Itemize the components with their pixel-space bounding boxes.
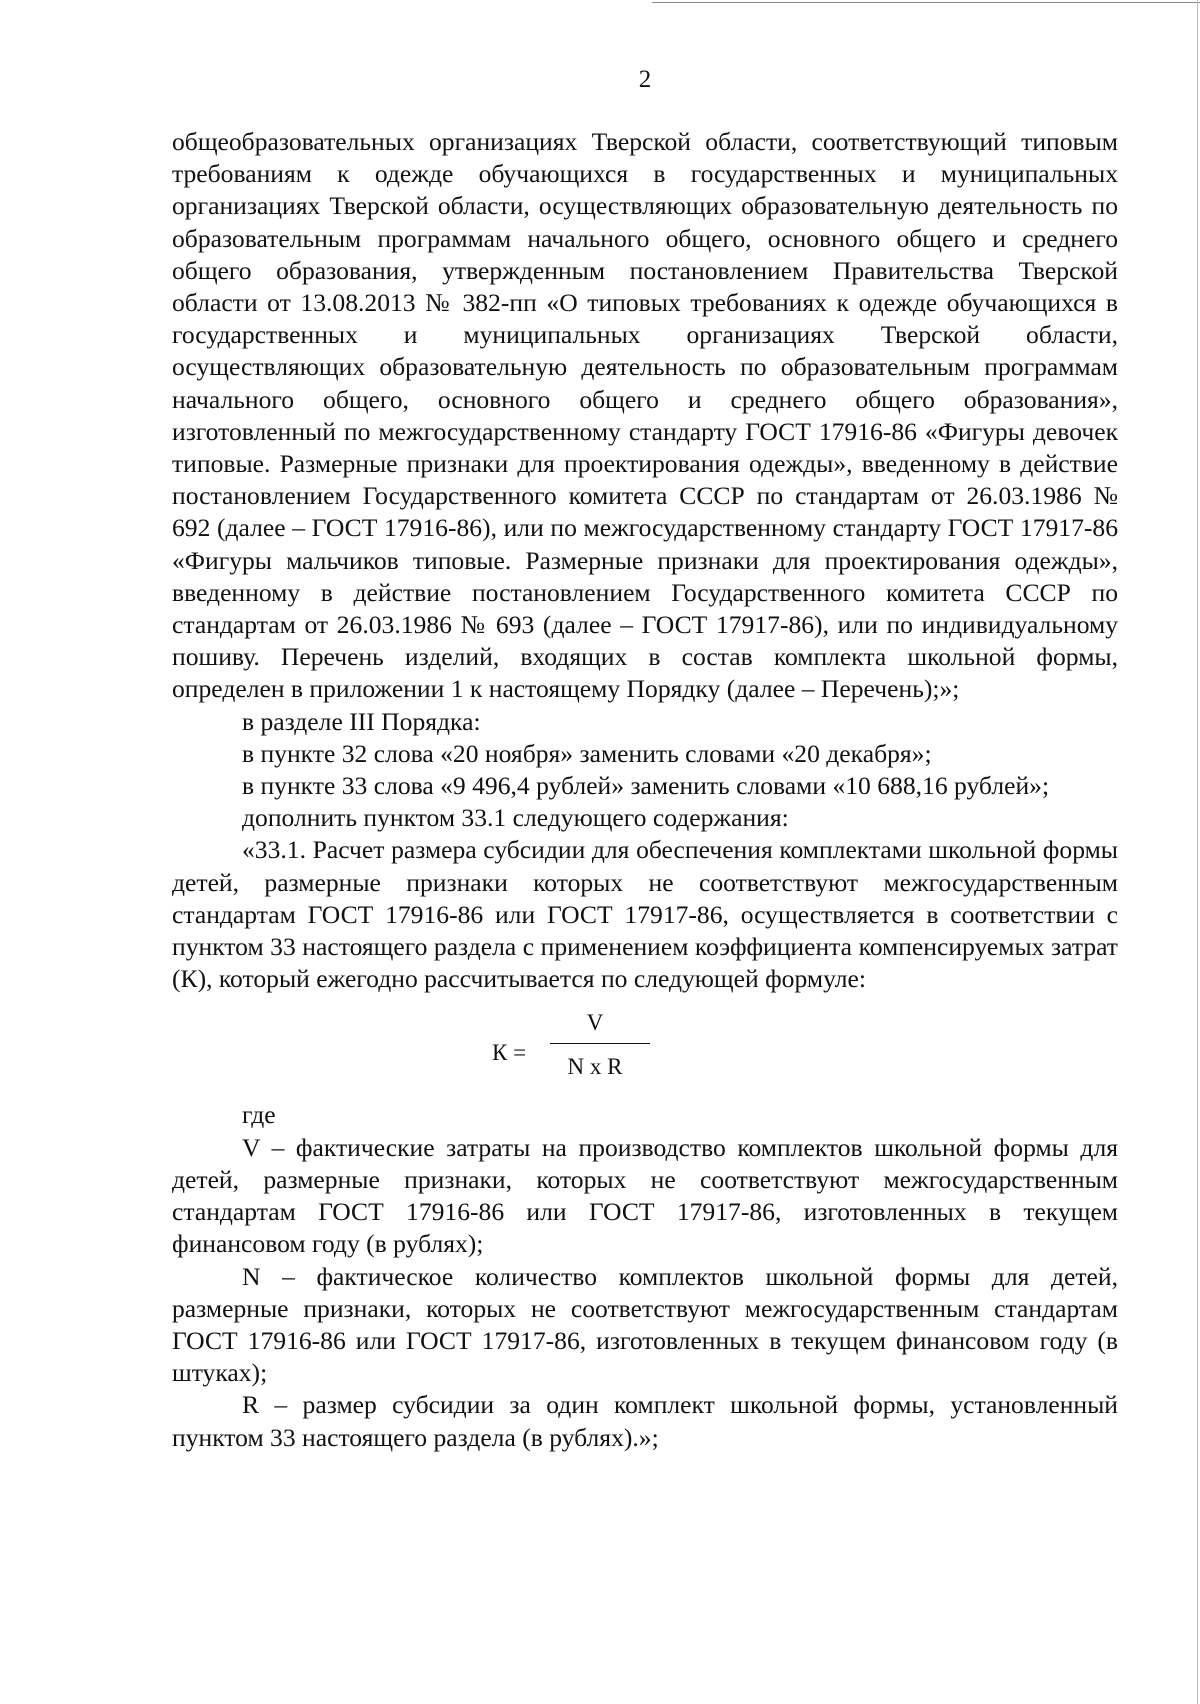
- page-number: 2: [638, 66, 652, 93]
- formula-fraction-bar: [550, 1043, 650, 1044]
- paragraph-definition-n: N – фактическое количество комплектов школьной формы для детей, размерные признаки, которых не соответствуют межгосударственным стандартам ГОСТ 17916-86 или ГОСТ 17917-86, изготовленных в текущем финансовом году (в штуках);: [172, 1261, 1118, 1388]
- scan-edge-mark-top: [652, 2, 1200, 3]
- formula-numerator: V: [586, 1010, 604, 1036]
- formula-lhs: К =: [492, 1040, 527, 1066]
- paragraph-where: где: [242, 1100, 276, 1130]
- formula: [172, 995, 1118, 1099]
- paragraph-section-iii: в разделе III Порядка:: [242, 706, 481, 736]
- document-body: [172, 126, 1118, 1454]
- paragraph-definition-v: V – фактические затраты на производство комплектов школьной формы для детей, размерные признаки, которых не соответствуют межгосударственным стандартам ГОСТ 17916-86 или ГОСТ 17917-86, изготовленных в текущем финансовом году (в рублях);: [172, 1132, 1118, 1259]
- scan-edge-mark-right: [1197, 0, 1198, 1704]
- paragraph-item-32: в пункте 32 слова «20 ноября» заменить словами «20 декабря»;: [242, 738, 932, 768]
- paragraph-continuation: общеобразовательных организациях Тверской области, соответствующий типовым требованиям к одежде обучающихся в государственных и муниципальных организациях Тверской области, осуществляющих образовательную деятельность по образовательным программам начального общего, основного общего и среднего общего образования, утвержденным постановлением Правительства Тверской области от 13.08.2013 № 382-пп «О типовых требованиях к одежде обучающихся в государственных и муниципальных организациях Тверской области, осуществляющих образовательную деятельность по образовательным программам начального общего, основного общего и среднего общего образования», изготовленный по межгосударственному стандарту ГОСТ 17916-86 «Фигуры девочек типовые. Размерные признаки для проектирования одежды», введенному в действие постановлением Государственного комитета СССР по стандартам от 26.03.1986 № 692 (далее – ГОСТ 17916-86), или по межгосударственному стандарту ГОСТ 17917-86 «Фигуры мальчиков типовые. Размерные признаки для проектирования одежды», введенному в действие постановлением Государственного комитета СССР по стандартам от 26.03.1986 № 693 (далее – ГОСТ 17917-86), или по индивидуальному пошиву. Перечень изделий, входящих в состав комплекта школьной формы, определен в приложении 1 к настоящему Порядку (далее – Перечень);»;: [172, 127, 1118, 704]
- paragraph-definition-r: R – размер субсидии за один комплект школьной формы, установленный пунктом 33 настоящего раздела (в рублях).»;: [172, 1390, 1118, 1452]
- paragraph-item-33-1: «33.1. Расчет размера субсидии для обеспечения комплектами школьной формы детей, размерные признаки которых не соответствуют межгосударственным стандартам ГОСТ 17916-86 или ГОСТ 17917-86, осуществляется в соответствии с пунктом 33 настоящего раздела с применением коэффициента компенсируемых затрат (К), который ежегодно рассчитывается по следующей формуле:: [172, 835, 1118, 994]
- paragraph-item-33: в пункте 33 слова «9 496,4 рублей» заменить словами «10 688,16 рублей»;: [242, 771, 1050, 801]
- paragraph-add-item-33-1: дополнить пунктом 33.1 следующего содержания:: [242, 803, 789, 833]
- formula-denominator: N x R: [567, 1054, 623, 1080]
